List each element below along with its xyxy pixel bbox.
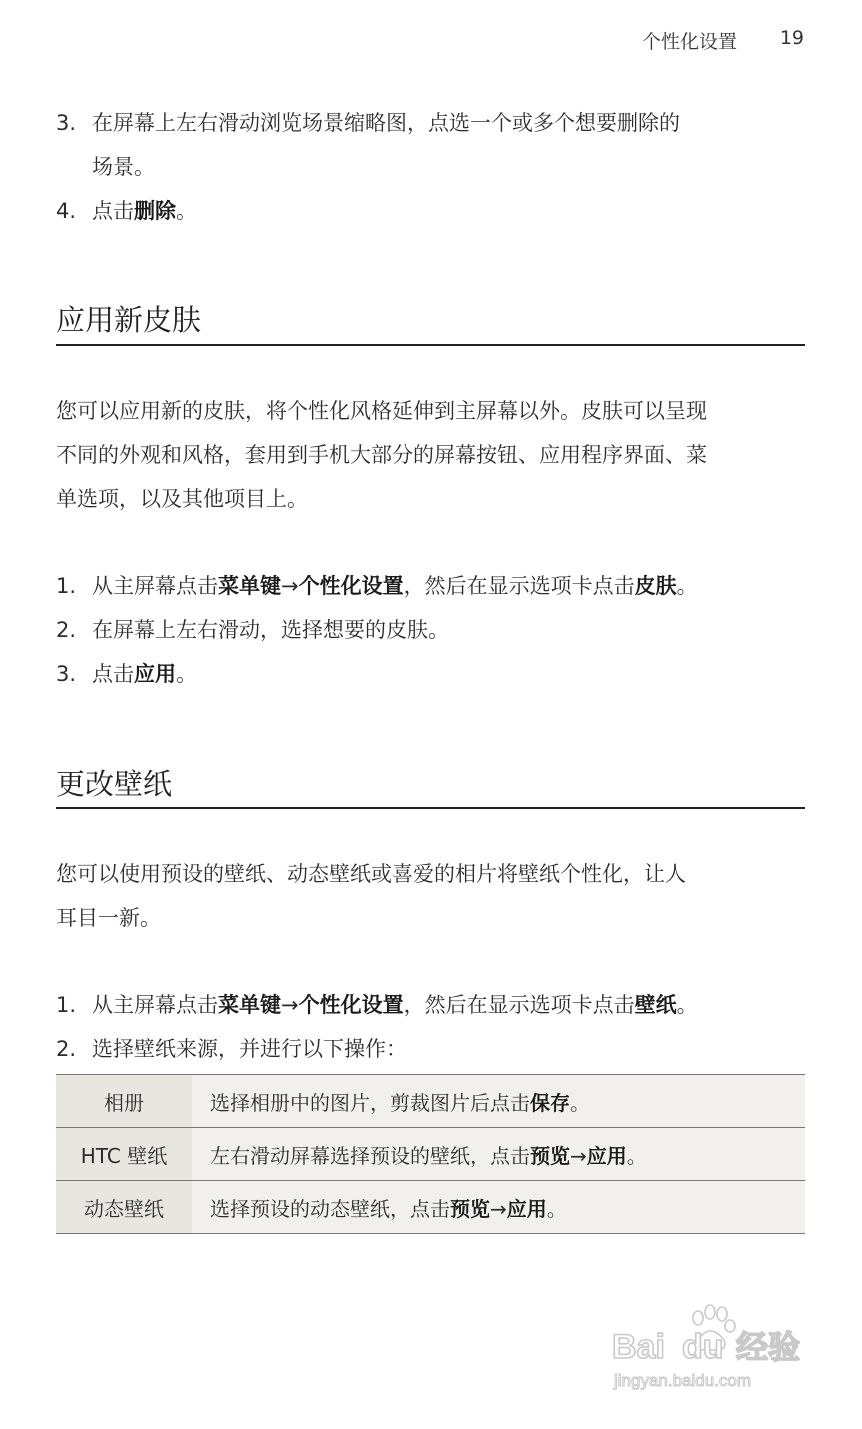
skin-step-3 (56, 652, 197, 696)
description-text: 。 (626, 1143, 647, 1168)
step-text: 在屏幕上左右滑动浏览场景缩略图，点选一个或多个想要删除的 (92, 111, 680, 135)
description-keyword: 预览 (450, 1196, 490, 1221)
step-number: 2. (56, 1037, 77, 1061)
paragraph-line: 单选项，以及其他项目上。 (56, 487, 308, 511)
paragraph-line: 不同的外观和风格，套用到手机大部分的屏幕按钮、应用程序界面、菜 (56, 443, 707, 467)
description-text: 。 (546, 1196, 567, 1221)
arrow-icon: → (281, 574, 299, 598)
wallpaper-options-table (56, 1074, 805, 1234)
paragraph-line: 耳目一新。 (56, 906, 161, 930)
watermark-url: jingyan.baidu.com (614, 1371, 752, 1390)
description-text: 。 (570, 1090, 590, 1115)
step-keyword: 个性化设置 (298, 993, 404, 1017)
step-text: 。 (676, 574, 698, 598)
step-number: 1. (56, 574, 77, 598)
step-text: ，然后在显示选项卡点击 (403, 993, 635, 1017)
step-number: 3. (56, 111, 77, 135)
step-keyword: 应用 (134, 662, 176, 686)
arrow-icon: → (570, 1143, 587, 1168)
description-keyword: 预览 (530, 1143, 570, 1168)
page-number: 19 (779, 27, 804, 49)
paragraph-line: 您可以使用预设的壁纸、动态壁纸或喜爱的相片将壁纸个性化，让人 (56, 862, 686, 886)
section-divider (56, 807, 805, 809)
watermark-brand-left: Bai (612, 1328, 665, 1366)
wallpaper-step-2 (56, 1027, 407, 1071)
step-keyword: 菜单键 (218, 993, 281, 1017)
description-keyword: 应用 (586, 1143, 627, 1168)
step-keyword: 个性化设置 (298, 574, 404, 598)
step-keyword: 皮肤 (634, 574, 677, 598)
step-text: 点击 (92, 662, 134, 686)
watermark-brand-right: du (682, 1328, 724, 1366)
wallpaper-step-1 (56, 983, 698, 1027)
table-row (56, 1128, 805, 1181)
option-name: 相册 (56, 1075, 192, 1128)
table-row (56, 1075, 805, 1128)
description-text: 选择预设的动态壁纸，点击 (210, 1196, 450, 1221)
step-text-post: 。 (176, 199, 197, 223)
arrow-icon: → (281, 993, 299, 1017)
step-number: 4. (56, 199, 77, 223)
description-keyword: 保存 (530, 1090, 570, 1115)
option-name: 动态壁纸 (56, 1181, 192, 1234)
option-description (192, 1075, 805, 1128)
watermark-cn: 经验 (736, 1329, 801, 1365)
skin-step-1 (56, 564, 698, 608)
page-header (0, 27, 862, 53)
section-title: 个性化设置 (641, 31, 737, 53)
step-text: 。 (176, 662, 197, 686)
paragraph-line: 您可以应用新的皮肤，将个性化风格延伸到主屏幕以外。皮肤可以呈现 (56, 399, 707, 423)
step-text: 从主屏幕点击 (92, 993, 218, 1017)
step-number: 3. (56, 662, 77, 686)
step-text-pre: 点击 (92, 199, 134, 223)
step-4-top (56, 189, 197, 233)
step-text: 在屏幕上左右滑动，选择想要的皮肤。 (92, 618, 449, 642)
option-description (192, 1181, 805, 1234)
description-text: 左右滑动屏幕选择预设的壁纸，点击 (210, 1143, 530, 1168)
option-name: HTC 壁纸 (56, 1128, 192, 1181)
step-3-continuation: 场景。 (92, 155, 155, 179)
step-number: 1. (56, 993, 77, 1017)
section-heading-wallpaper: 更改壁纸 (56, 767, 173, 801)
step-text: 从主屏幕点击 (92, 574, 218, 598)
step-3-top (56, 101, 680, 145)
table-row (56, 1181, 805, 1234)
section-divider (56, 344, 805, 346)
skin-step-2 (56, 608, 449, 652)
step-text: ，然后在显示选项卡点击 (403, 574, 635, 598)
step-keyword: 菜单键 (218, 574, 281, 598)
step-text: 。 (676, 993, 698, 1017)
option-description (192, 1128, 805, 1181)
step-keyword: 壁纸 (634, 993, 677, 1017)
baidu-jingyan-watermark (612, 1300, 812, 1400)
step-number: 2. (56, 618, 77, 642)
description-keyword: 应用 (506, 1196, 547, 1221)
description-text: 选择相册中的图片，剪裁图片后点击 (210, 1090, 530, 1115)
step-text: 选择壁纸来源，并进行以下操作： (92, 1037, 407, 1061)
step-keyword: 删除 (134, 199, 176, 223)
section-heading-skin: 应用新皮肤 (56, 303, 202, 337)
arrow-icon: → (490, 1196, 507, 1221)
